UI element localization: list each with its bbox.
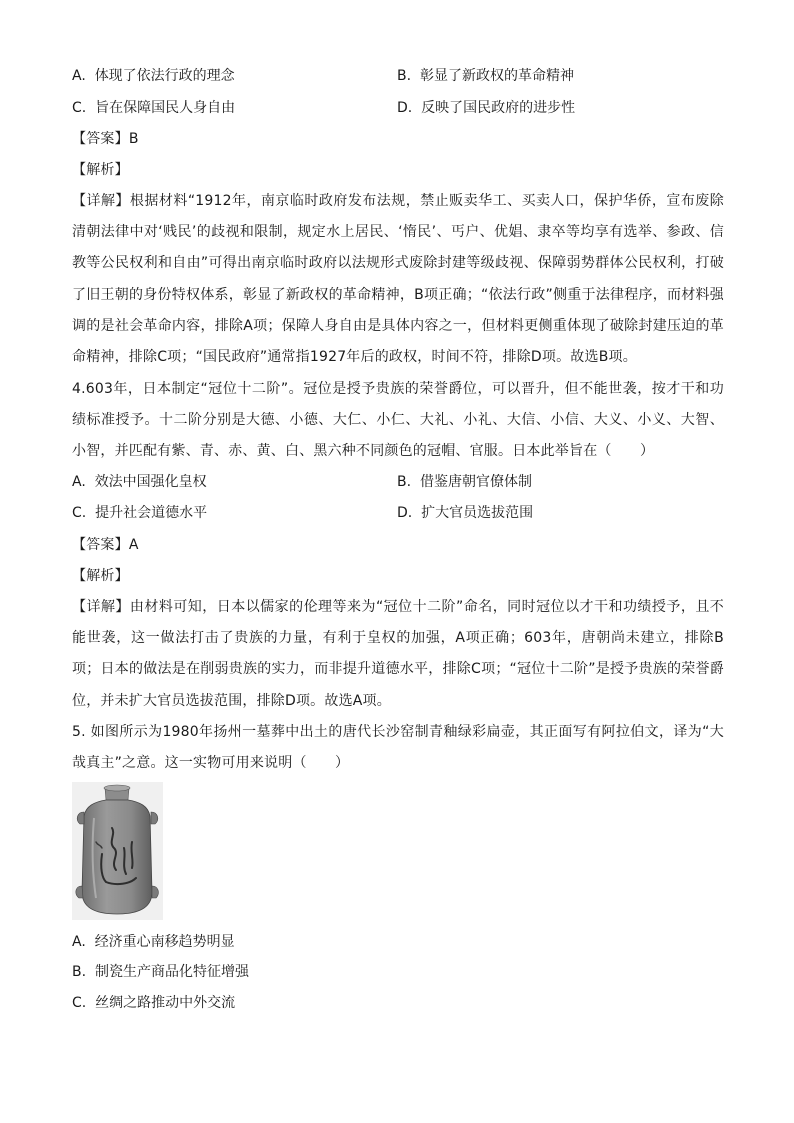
option-key: A. [72, 474, 86, 490]
flask-illustration [72, 782, 163, 920]
answer-label: 【答案】 [72, 537, 129, 553]
option-text: 彰显了新政权的革命精神 [419, 68, 574, 84]
flask-photo [72, 782, 163, 920]
option-text: 效法中国强化皇权 [94, 474, 207, 490]
option-text: 制瓷生产商品化特征增强 [94, 964, 249, 980]
analysis-label: 【解析】 [72, 568, 129, 584]
q3-option-d [397, 98, 575, 118]
option-key: A. [72, 68, 86, 84]
q4-answer [72, 535, 139, 555]
option-text: 体现了依法行政的理念 [94, 68, 235, 84]
option-key: C. [72, 995, 87, 1011]
answer-label: 【答案】 [72, 131, 129, 147]
option-text: 丝绸之路推动中外交流 [95, 995, 236, 1011]
detail-text: 由材料可知，日本以儒家的伦理等来为“冠位十二阶”命名，同时冠位以才干和功绩授予，且不能世袭，这一做法打击了贵族的力量，有利于皇权的加强，A项正确；603年，唐朝尚未建立，排除B项；日本的做法是在削弱贵族的实力，而非提升道德水平，排除C项；“冠位十二阶”是授予贵族的荣誉爵位，并未扩大官员选拔范围，排除D项。故选A项。 [72, 599, 724, 709]
detail-label: 【详解】 [72, 599, 130, 615]
answer-value: B [128, 131, 139, 147]
detail-label: 【详解】 [72, 193, 130, 209]
q3-analysis-label [72, 160, 129, 180]
option-text: 旨在保障国民人身自由 [95, 100, 236, 116]
option-key: D. [397, 505, 413, 521]
q4-option-c [72, 503, 207, 523]
option-text: 借鉴唐朝官僚体制 [419, 474, 532, 490]
q3-option-c [72, 98, 235, 118]
option-key: B. [397, 68, 412, 84]
option-text: 反映了国民政府的进步性 [421, 100, 576, 116]
q5-option-a [72, 932, 235, 952]
detail-text: 根据材料“1912年，南京临时政府发布法规，禁止贩卖华工、买卖人口，保护华侨，宣布废除清朝法律中对‘贱民’的歧视和限制，规定水上居民、‘惰民’、丐户、优娼、隶卒等均享有选举、参政、信教等公民权利和自由”可得出南京临时政府以法规形式废除封建等级歧视、保障弱势群体公民权利，打破了旧王朝的身份特权体系，彰显了新政权的革命精神，B项正确；“依法行政”侧重于法律程序，而材料强调的是社会革命内容，排除A项；保障人身自由是具体内容之一，但材料更侧重体现了破除封建压迫的革命精神，排除C项；“国民政府”通常指1927年后的政权，时间不符，排除D项。故选B项。 [72, 193, 724, 366]
option-key: B. [72, 964, 87, 980]
q5-option-c [72, 993, 235, 1013]
q3-option-b [397, 66, 574, 86]
q3-answer [72, 129, 139, 149]
q5-option-b [72, 962, 249, 982]
option-text: 提升社会道德水平 [95, 505, 208, 521]
q5-stem: 5. 如图所示为1980年扬州一墓葬中出土的唐代长沙窑制青釉绿彩扁壶，其正面写有阿拉伯文，译为“大哉真主”之意。这一实物可用来说明（ ） [72, 724, 724, 772]
option-text: 经济重心南移趋势明显 [94, 934, 235, 950]
q4-analysis-label [72, 566, 129, 586]
q4-detail [72, 592, 724, 717]
q4-option-b [397, 472, 532, 492]
option-key: B. [397, 474, 412, 490]
q3-option-a [72, 66, 235, 86]
option-key: D. [397, 100, 413, 116]
analysis-label: 【解析】 [72, 162, 129, 178]
option-key: C. [72, 100, 87, 116]
q4-stem: 4.603年，日本制定“冠位十二阶”。冠位是授予贵族的荣誉爵位，可以晋升，但不能世袭，按才干和功绩标准授予。十二阶分别是大德、小德、大仁、小仁、大礼、小礼、大信、小信、大义、小义、大智、小智，并匹配有紫、青、赤、黄、白、黑六种不同颜色的冠帽、官服。日本此举旨在（ ） [72, 381, 724, 460]
q4-option-d [397, 503, 533, 523]
q3-detail [72, 186, 724, 373]
answer-value: A [128, 537, 139, 553]
q4-option-a [72, 472, 207, 492]
option-key: C. [72, 505, 87, 521]
option-key: A. [72, 934, 86, 950]
option-text: 扩大官员选拔范围 [421, 505, 534, 521]
